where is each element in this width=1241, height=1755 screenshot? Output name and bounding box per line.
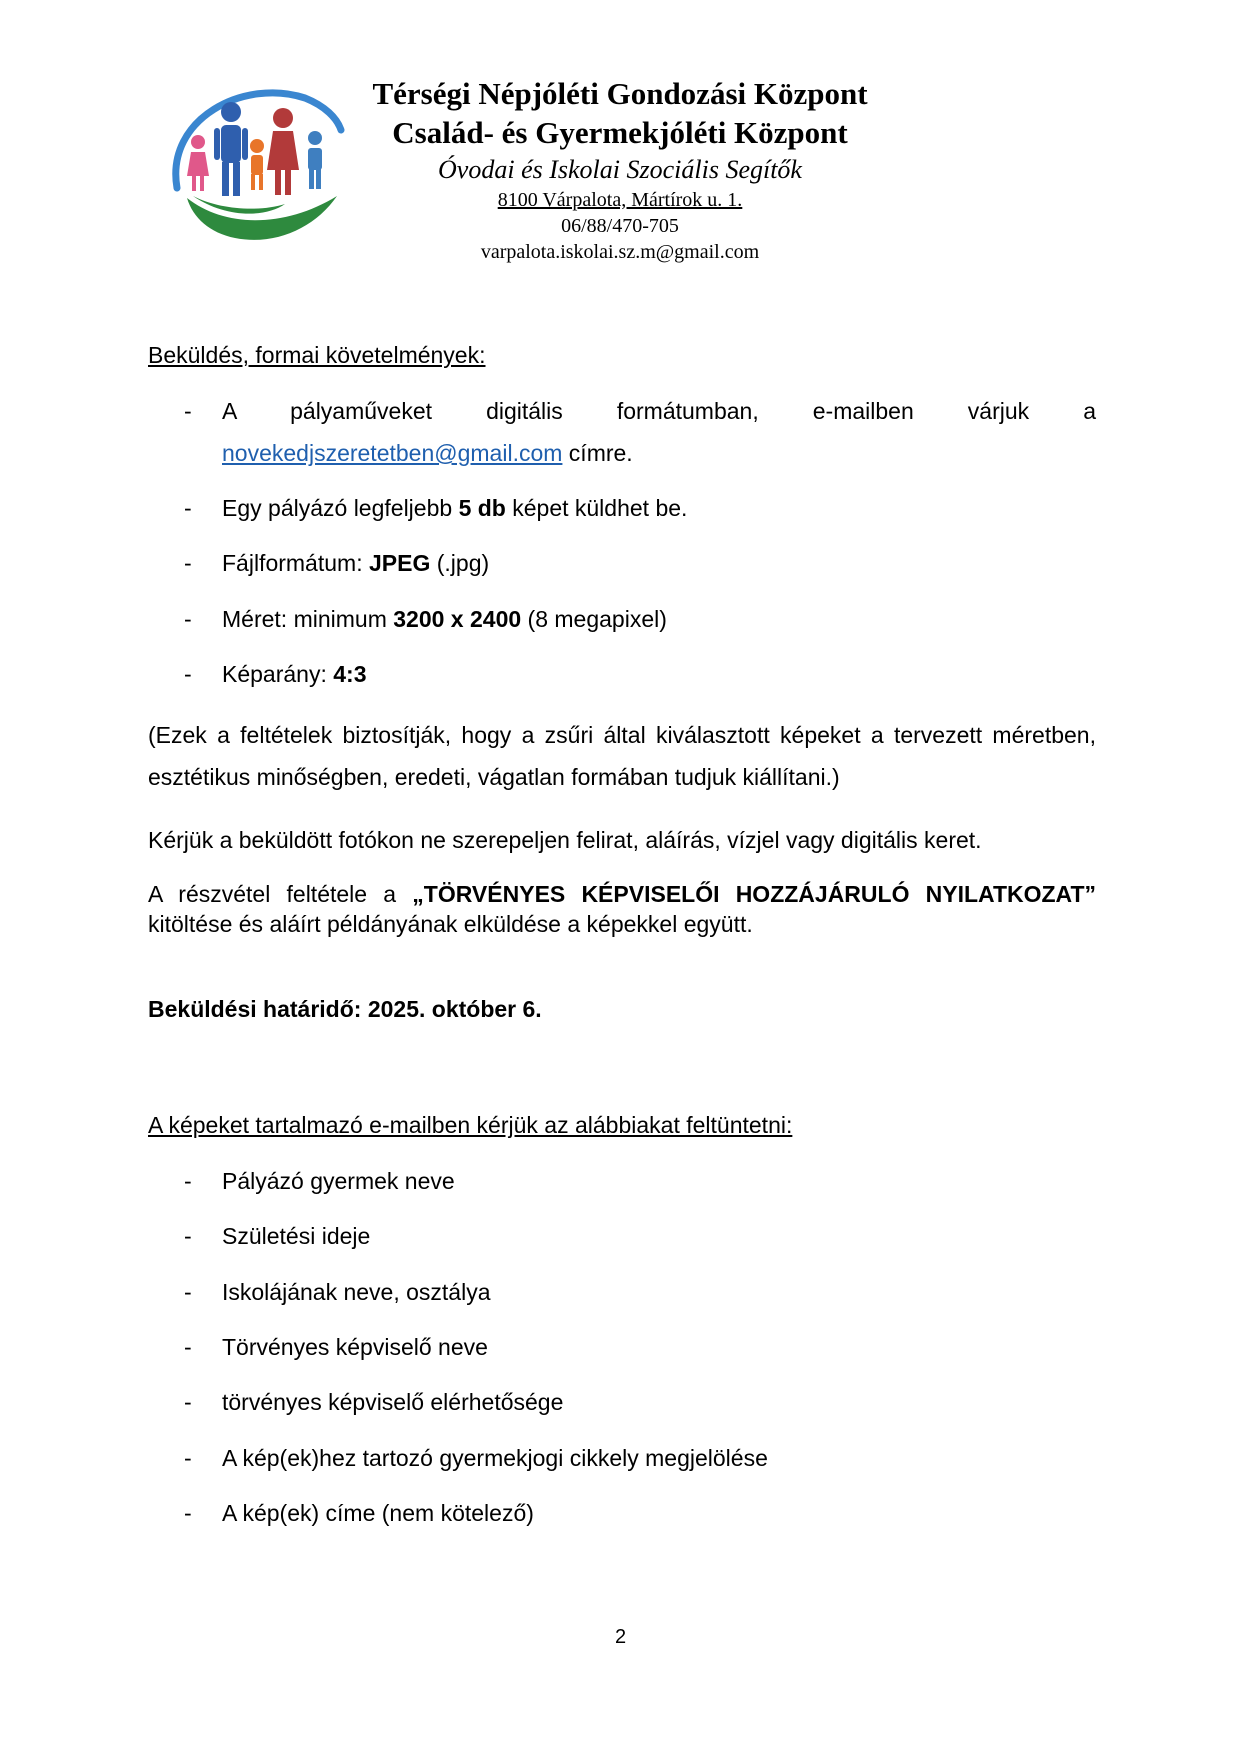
list-dash: - bbox=[184, 1334, 192, 1360]
item1-tail: címre. bbox=[562, 440, 633, 466]
page-number: 2 bbox=[614, 1626, 627, 1648]
list-dash: - bbox=[184, 1445, 192, 1471]
phone: 06/88/470-705 bbox=[561, 215, 679, 237]
item-text: Törvényes képviselő neve bbox=[222, 1334, 488, 1360]
family-hand-logo-icon bbox=[165, 78, 345, 246]
service-name: Óvodai és Iskolai Szociális Segítők bbox=[438, 155, 802, 184]
item-text: (8 megapixel) bbox=[521, 606, 667, 632]
contact-email: varpalota.iskolai.sz.m@gmail.com bbox=[480, 241, 760, 263]
participation-text: kitöltése és aláírt példányának elküldése a képekkel együtt. bbox=[148, 911, 753, 937]
item-text: Iskolájának neve, osztálya bbox=[222, 1279, 491, 1305]
item-bold: 4:3 bbox=[333, 661, 367, 687]
list-dash: - bbox=[184, 495, 192, 521]
item-bold: JPEG bbox=[368, 550, 431, 576]
list-dash: - bbox=[184, 1500, 192, 1526]
item-text: képet küldhet be. bbox=[505, 495, 688, 521]
item-text: (.jpg) bbox=[430, 550, 490, 576]
deadline: Beküldési határidő: 2025. október 6. bbox=[148, 996, 542, 1022]
item-text: törvényes képviselő elérhetősége bbox=[222, 1389, 564, 1415]
item-text: Születési ideje bbox=[222, 1223, 371, 1249]
list-dash: - bbox=[184, 1168, 192, 1194]
list-dash: - bbox=[184, 661, 192, 687]
item-text: Pályázó gyermek neve bbox=[222, 1168, 455, 1194]
submission-heading: Beküldés, formai követelmények: bbox=[148, 342, 486, 368]
list-dash: - bbox=[184, 1279, 192, 1305]
list-dash: - bbox=[184, 1389, 192, 1415]
letterhead bbox=[330, 74, 910, 265]
item-text: A kép(ek)hez tartozó gyermekjogi cikkely megjelölése bbox=[222, 1445, 768, 1471]
consent-form-name: „TÖRVÉNYES KÉPVISELŐI HOZZÁJÁRULÓ NYILATKOZAT” bbox=[412, 881, 1097, 907]
org-name: Térségi Népjóléti Gondozási Központ bbox=[372, 76, 868, 111]
request-paragraph: Kérjük a beküldött fotókon ne szerepeljen felirat, aláírás, vízjel vagy digitális keret. bbox=[148, 827, 982, 853]
list-dash: - bbox=[184, 1223, 192, 1249]
participation-paragraph bbox=[148, 879, 1096, 939]
list-dash: - bbox=[184, 606, 192, 632]
list-dash: - bbox=[184, 398, 192, 424]
item-bold: 5 db bbox=[458, 495, 506, 521]
item-bold: 3200 x 2400 bbox=[393, 606, 522, 632]
item-text: Fájlformátum: bbox=[222, 550, 369, 576]
item-text: A kép(ek) címe (nem kötelező) bbox=[222, 1500, 534, 1526]
contest-email-link[interactable]: novekedjszeretetben@gmail.com bbox=[222, 440, 563, 466]
list-dash: - bbox=[184, 550, 192, 576]
participation-text: A részvétel feltétele a bbox=[148, 881, 413, 907]
center-name: Család- és Gyermekjóléti Központ bbox=[392, 115, 848, 150]
item-text: Képarány: bbox=[222, 661, 334, 687]
item1-lead: A pályaműveket digitális formátumban, e-mailben várjuk a bbox=[222, 398, 1096, 424]
address: 8100 Várpalota, Mártírok u. 1. bbox=[497, 189, 743, 211]
note-paragraph: (Ezek a feltételek biztosítják, hogy a zsűri által kiválasztott képeket a tervezett méretben, esztétikus minőségben, eredeti, vágatlan formában tudjuk kiállítani.) bbox=[148, 722, 1096, 790]
item-text: Méret: minimum bbox=[222, 606, 394, 632]
email-section-heading: A képeket tartalmazó e-mailben kérjük az alábbiakat feltüntetni: bbox=[148, 1112, 793, 1138]
item-text: Egy pályázó legfeljebb bbox=[222, 495, 459, 521]
